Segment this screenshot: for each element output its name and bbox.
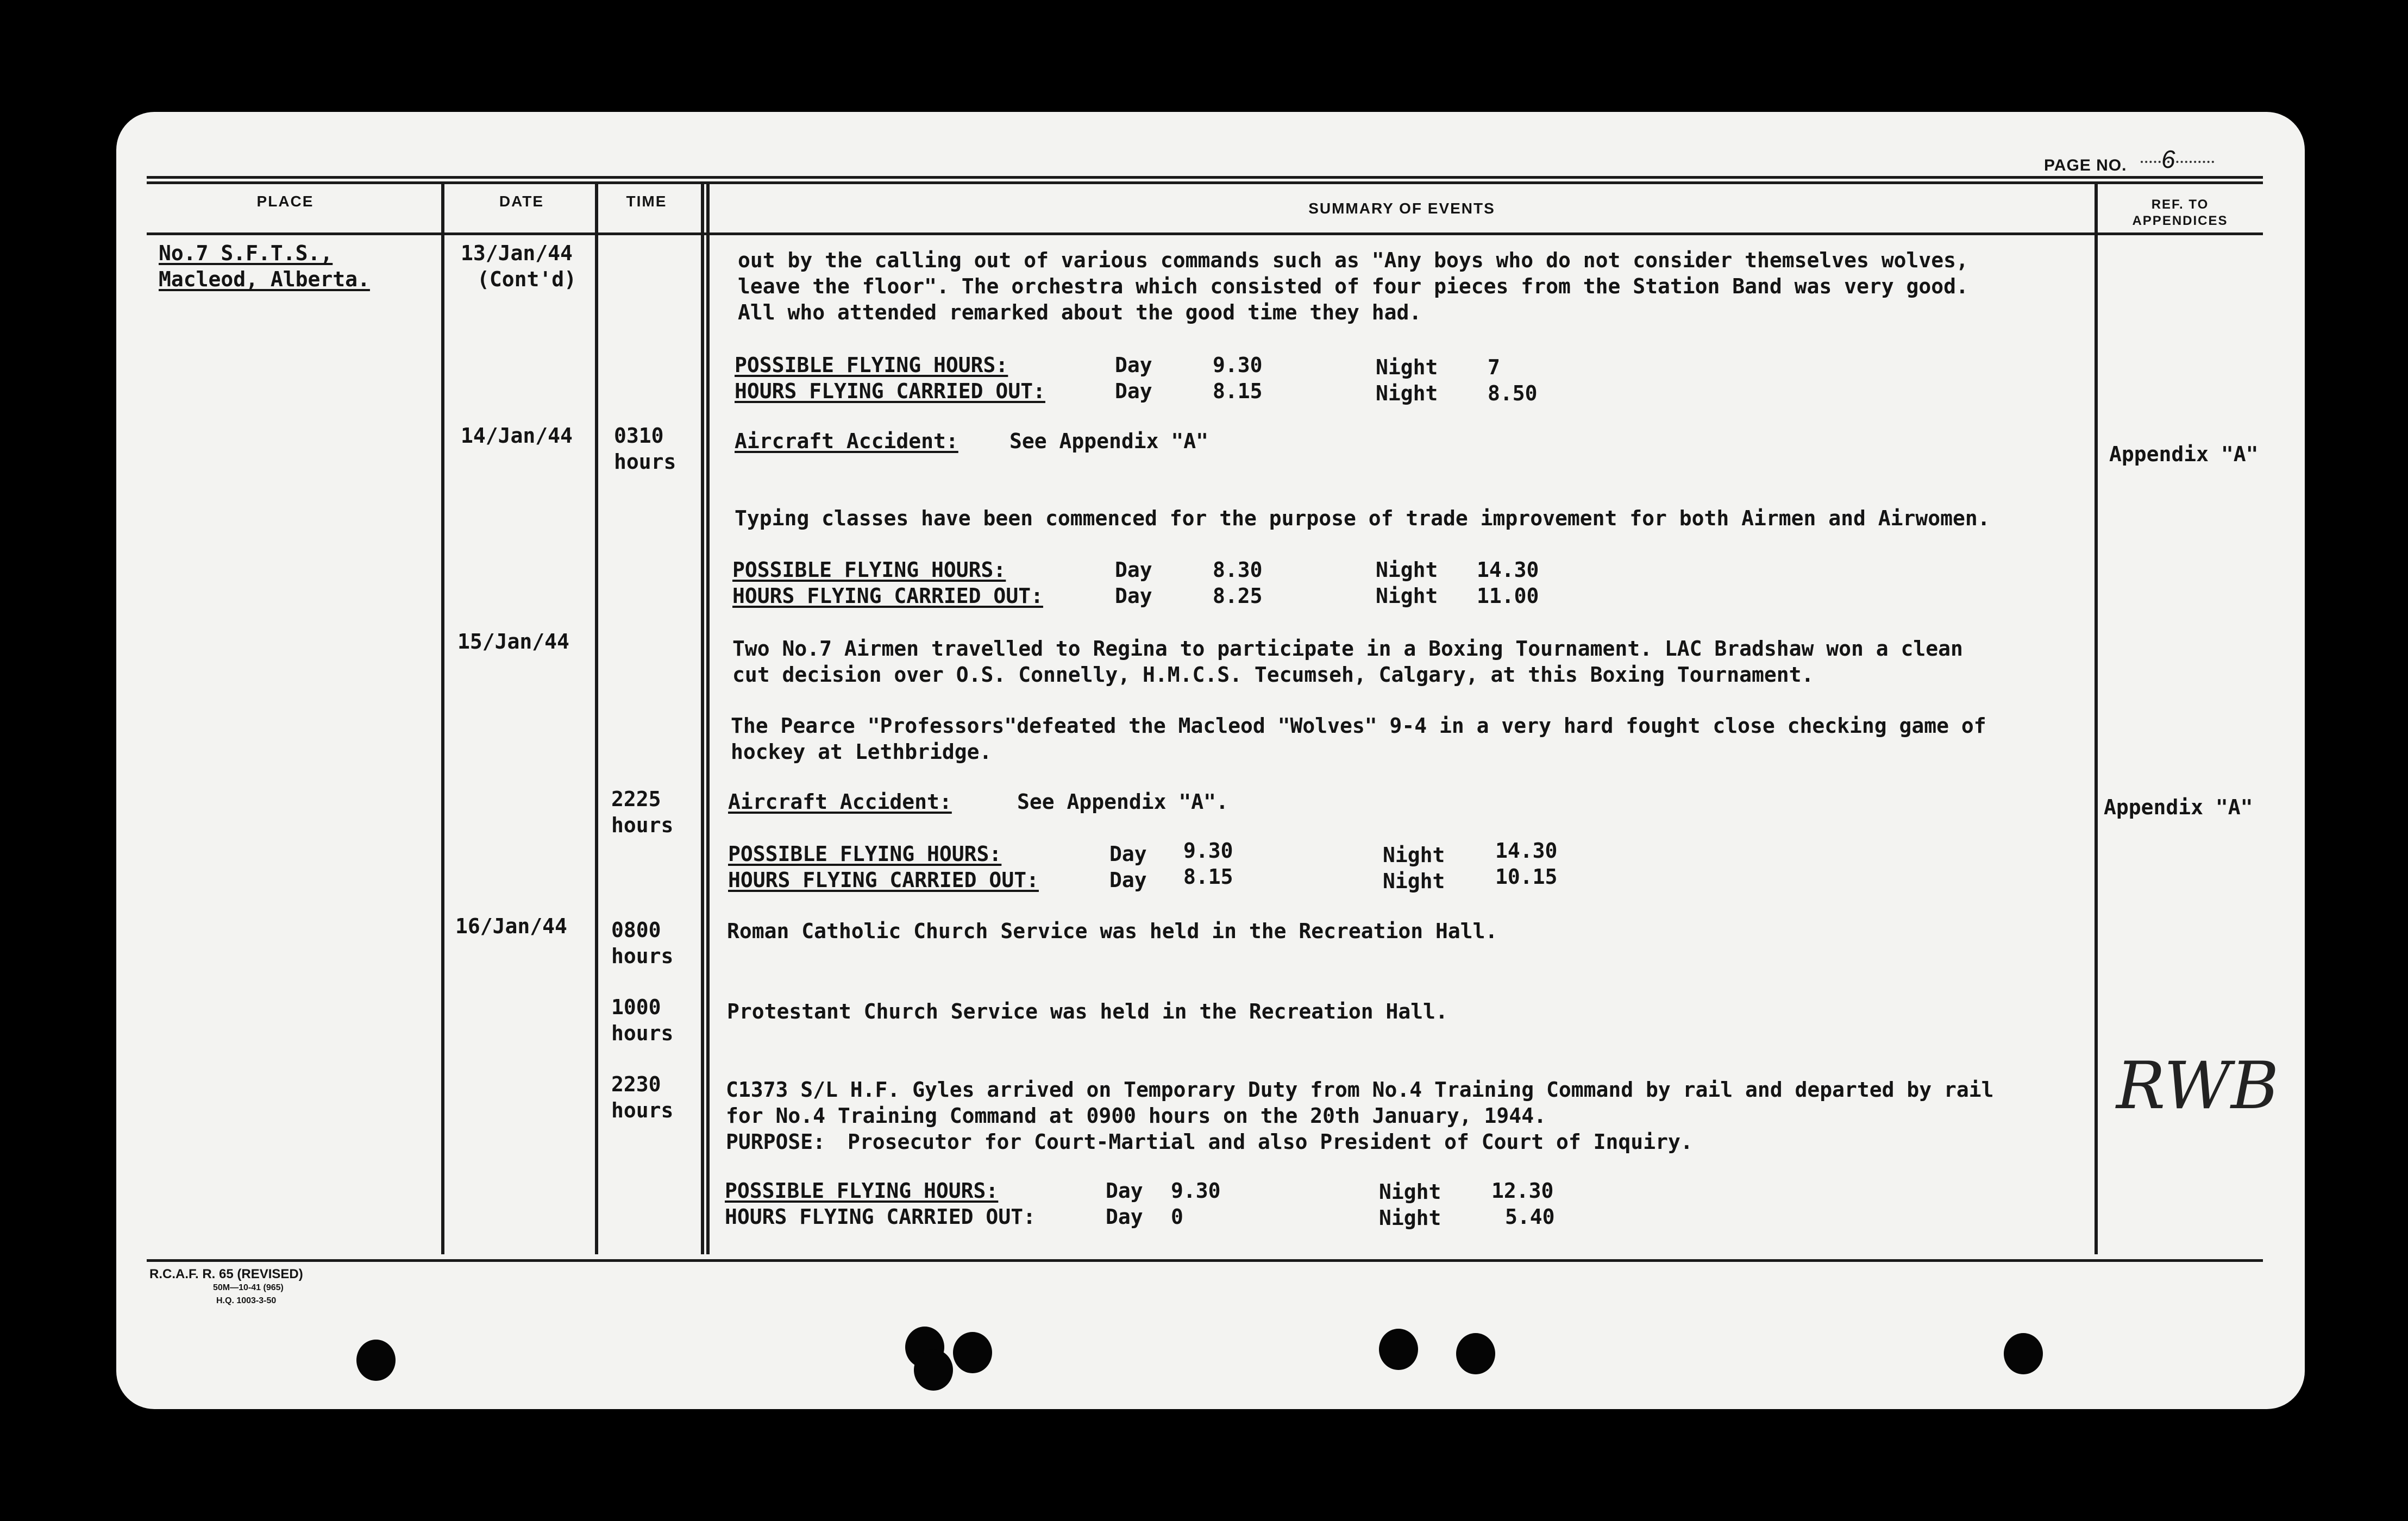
date-continued: (Cont'd) <box>477 267 577 291</box>
entry-typing: Typing classes have been commenced for the purpose of trade improvement for both Airmen and Airwomen. <box>735 506 1990 530</box>
entry-protestant-service: Protestant Church Service was held in the Recreation Hall. <box>727 1000 1448 1023</box>
header-bottom-rule <box>147 232 2263 235</box>
carried-flying-label: HOURS FLYING CARRIED OUT: <box>735 379 1045 403</box>
carried-day-value: 0 <box>1171 1205 1183 1229</box>
night-label: Night <box>1379 1206 1441 1230</box>
entry-boxing-line2: cut decision over O.S. Connelly, H.M.C.S. Tecumseh, Calgary, at this Boxing Tournament. <box>732 663 1814 687</box>
summary-ref-divider <box>2095 181 2098 1254</box>
entry-dance-line3: All who attended remarked about the good time they had. <box>738 300 1422 324</box>
entry-purpose-label: PURPOSE: <box>726 1130 826 1154</box>
day-label: Day <box>1115 584 1152 608</box>
night-label: Night <box>1376 558 1438 582</box>
time-unit: hours <box>611 1098 674 1122</box>
entry-purpose-text: Prosecutor for Court-Martial and also President of Court of Inquiry. <box>848 1130 1693 1154</box>
place-unit: No.7 S.F.T.S., <box>159 241 333 265</box>
possible-night-value: 7 <box>1488 355 1500 379</box>
entry-dance-line2: leave the floor". The orchestra which consisted of four pieces from the Station Band was very good. <box>738 274 1968 298</box>
possible-day-value: 9.30 <box>1171 1179 1221 1203</box>
time-summary-divider <box>701 181 704 1254</box>
time-unit: hours <box>611 944 674 968</box>
page-number: 6 <box>2161 145 2175 173</box>
carried-flying-label: HOURS FLYING CARRIED OUT: <box>732 584 1043 608</box>
entry-dance-line1: out by the calling out of various commands such as "Any boys who do not consider themselves wolves, <box>738 248 1968 272</box>
date-14-jan: 14/Jan/44 <box>461 424 573 448</box>
appendix-ref-15jan: Appendix "A" <box>2104 795 2253 819</box>
aircraft-accident-label: Aircraft Accident: <box>728 790 952 814</box>
time-0310: 0310 <box>614 424 664 448</box>
entry-gyles-line2: for No.4 Training Command at 0900 hours on the 20th January, 1944. <box>726 1104 1546 1128</box>
time-1000: 1000 <box>611 995 661 1019</box>
carried-flying-label: HOURS FLYING CARRIED OUT: <box>728 868 1039 892</box>
punch-hole <box>1379 1329 1418 1370</box>
header-ref-appendices: REF. TO APPENDICES <box>2132 197 2228 228</box>
day-label: Day <box>1115 353 1152 377</box>
header-summary: SUMMARY OF EVENTS <box>1308 200 1495 217</box>
date-15-jan: 15/Jan/44 <box>457 630 569 653</box>
header-date: DATE <box>499 193 544 210</box>
day-label: Day <box>1115 558 1152 582</box>
possible-day-value: 8.30 <box>1213 558 1263 582</box>
night-label: Night <box>1383 869 1445 893</box>
day-label: Day <box>1106 1205 1143 1229</box>
aircraft-accident-label: Aircraft Accident: <box>735 429 958 453</box>
time-2225: 2225 <box>611 787 661 811</box>
time-2230: 2230 <box>611 1072 661 1096</box>
possible-day-value: 9.30 <box>1213 353 1263 377</box>
possible-night-value: 14.30 <box>1477 558 1539 582</box>
time-unit: hours <box>611 813 674 837</box>
entry-boxing-line1: Two No.7 Airmen travelled to Regina to participate in a Boxing Tournament. LAC Bradshaw won a clean <box>732 637 1963 661</box>
carried-night-value: 5.40 <box>1505 1205 1555 1229</box>
possible-flying-label: POSSIBLE FLYING HOURS: <box>735 353 1008 377</box>
night-label: Night <box>1376 381 1438 405</box>
time-unit: hours <box>611 1021 674 1045</box>
entry-catholic-service: Roman Catholic Church Service was held in the Recreation Hall. <box>727 919 1498 943</box>
punch-hole <box>356 1340 396 1381</box>
carried-day-value: 8.15 <box>1213 379 1263 403</box>
place-location: Macleod, Alberta. <box>159 267 370 291</box>
form-number: R.C.A.F. R. 65 (REVISED) <box>149 1267 303 1281</box>
night-label: Night <box>1383 843 1445 867</box>
carried-day-value: 8.15 <box>1183 865 1233 889</box>
date-time-divider <box>595 181 598 1254</box>
carried-night-value: 8.50 <box>1488 381 1538 405</box>
carried-night-value: 11.00 <box>1477 584 1539 608</box>
form-hq-code: H.Q. 1003-3-50 <box>216 1296 277 1305</box>
carried-night-value: 10.15 <box>1495 865 1558 889</box>
page-number-label: PAGE NO. <box>2044 156 2127 174</box>
possible-flying-label: POSSIBLE FLYING HOURS: <box>728 842 1002 866</box>
entry-gyles-line1: C1373 S/L H.F. Gyles arrived on Temporary Duty from No.4 Training Command by rail and departed by rail <box>726 1078 1994 1102</box>
night-label: Night <box>1379 1180 1441 1204</box>
possible-flying-label: POSSIBLE FLYING HOURS: <box>725 1179 999 1203</box>
place-date-divider <box>441 181 444 1254</box>
date-13-jan: 13/Jan/44 <box>461 241 573 265</box>
footer-rule <box>147 1259 2263 1262</box>
punch-hole <box>914 1349 953 1391</box>
carried-day-value: 8.25 <box>1213 584 1263 608</box>
time-0800: 0800 <box>611 918 661 942</box>
possible-day-value: 9.30 <box>1183 839 1233 863</box>
night-label: Night <box>1376 355 1438 379</box>
appendix-ref-14jan: Appendix "A" <box>2109 442 2259 466</box>
entry-hockey-line1: The Pearce "Professors"defeated the Macleod "Wolves" 9-4 in a very hard fought close checking game of <box>731 714 1986 738</box>
possible-night-value: 14.30 <box>1495 839 1558 863</box>
punch-hole <box>953 1332 992 1373</box>
form-print-code: 50M—10-41 (965) <box>213 1283 284 1292</box>
aircraft-accident-text: See Appendix "A" <box>1009 429 1209 453</box>
day-label: Day <box>1109 842 1147 866</box>
day-label: Day <box>1106 1179 1143 1203</box>
header-time: TIME <box>626 193 667 210</box>
header-place: PLACE <box>256 193 314 210</box>
night-label: Night <box>1376 584 1438 608</box>
time-summary-divider-2 <box>706 181 710 1254</box>
entry-hockey-line2: hockey at Lethbridge. <box>731 740 992 764</box>
page-number-dots <box>2141 161 2214 163</box>
carried-flying-label: HOURS FLYING CARRIED OUT: <box>725 1205 1036 1229</box>
punch-hole <box>1456 1333 1495 1374</box>
initials-signature: RWB <box>2116 1048 2279 1124</box>
date-16-jan: 16/Jan/44 <box>455 914 567 938</box>
possible-night-value: 12.30 <box>1491 1179 1554 1203</box>
header-top-rule-2 <box>147 181 2263 184</box>
day-label: Day <box>1109 868 1147 892</box>
time-unit: hours <box>614 450 676 474</box>
day-label: Day <box>1115 379 1152 403</box>
punch-hole <box>2004 1333 2043 1374</box>
header-top-rule <box>147 176 2263 179</box>
possible-flying-label: POSSIBLE FLYING HOURS: <box>732 558 1006 582</box>
aircraft-accident-text: See Appendix "A". <box>1017 790 1228 814</box>
